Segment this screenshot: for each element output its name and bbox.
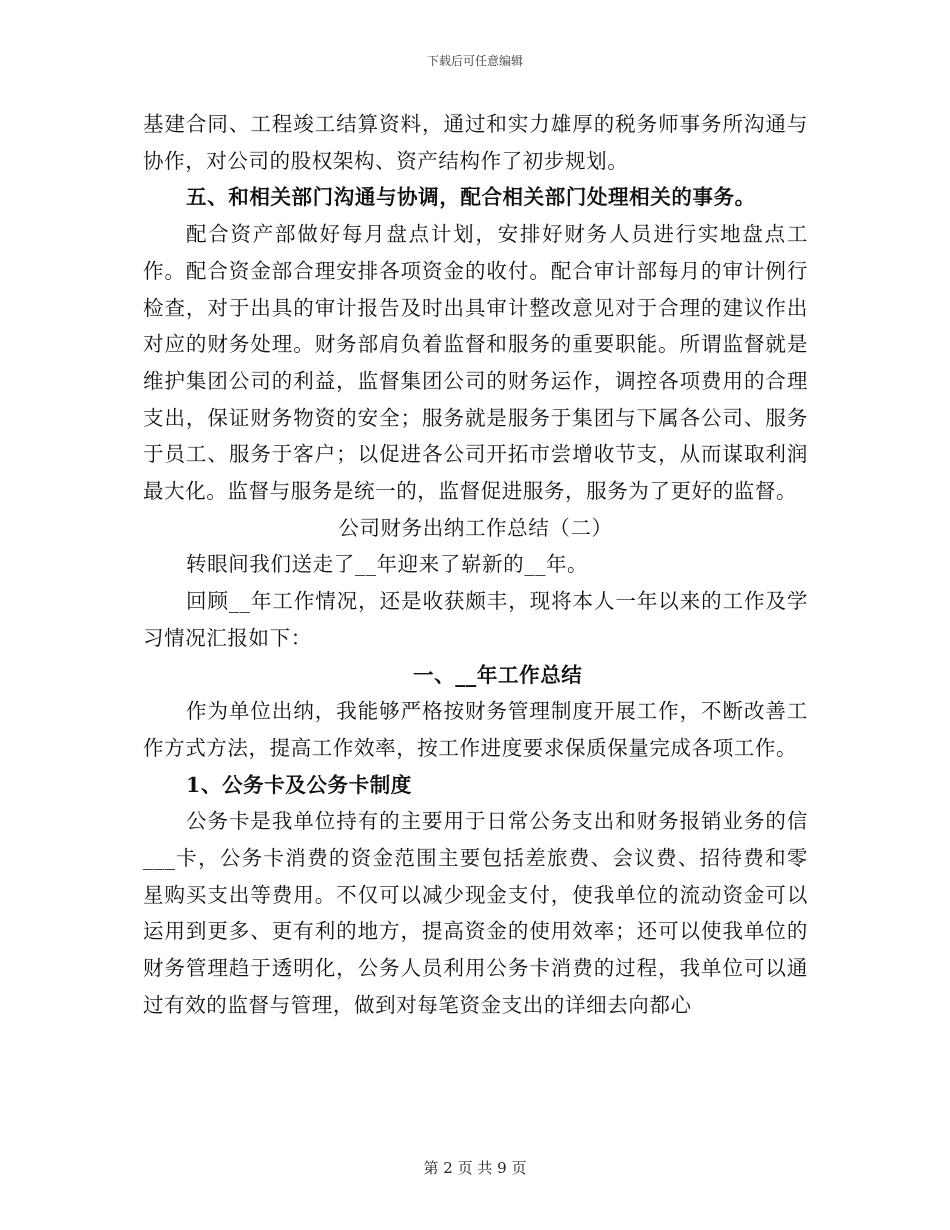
- document-body: [143, 106, 808, 1024]
- paragraph-official-card: 公务卡是我单位持有的主要用于日常公务支出和财务报销业务的信___卡，公务卡消费的资金范围主要包括差旅费、会议费、招待费和零星购买支出等费用。不仅可以减少现金支付，使我单位的流动资金可以运用到更多、更有利的地方，提高资金的使用效率；还可以使我单位的财务管理趋于透明化，公务人员利用公务卡消费的过程，我单位可以通过有效的监督与管理，做到对每笔资金支出的详细去向都心: [143, 809, 808, 1017]
- paragraph-coordination: 配合资产部做好每月盘点计划，安排好财务人员进行实地盘点工作。配合资金部合理安排各项资金的收付。配合审计部每月的审计例行检查，对于出具的审计报告及时出具审计整改意见对于合理的建议作出对应的财务处理。财务部肩负着监督和服务的重要职能。所谓监督就是维护集团公司的利益，监督集团公司的财务运作，调控各项费用的合理支出，保证财务物资的安全；服务就是服务于集团与下属各公司、服务于员工、服务于客户；以促进各公司开拓市尝增收节支，从而谋取利润最大化。监督与服务是统一的，监督促进服务，服务为了更好的监督。: [143, 222, 808, 504]
- paragraph-infrastructure: 基建合同、工程竣工结算资料，通过和实力雄厚的税务师事务所沟通与协作，对公司的股权架构、资产结构作了初步规划。: [143, 112, 808, 173]
- document-title: 公司财务出纳工作总结（二）: [338, 515, 613, 540]
- heading-official-card: 1、公务卡及公务卡制度: [186, 772, 412, 797]
- page-header: 下载后可任意编辑: [426, 54, 523, 68]
- paragraph-cashier-role: 作为单位出纳，我能够严格按财务管理制度开展工作，不断改善工作方式方法，提高工作效率，按工作进度要求保质保量完成各项工作。: [143, 699, 808, 760]
- paragraph-year-transition: 转眼间我们送走了__年迎来了崭新的__年。: [186, 552, 589, 577]
- page-footer: 第 2 页 共 9 页: [423, 1159, 527, 1177]
- paragraph-review-intro: 回顾__年工作情况，还是收获颇丰，现将本人一年以来的工作及学习情况汇报如下：: [143, 589, 808, 650]
- heading-section-five: 五、和相关部门沟通与协调，配合相关部门处理相关的事务。: [186, 185, 756, 210]
- heading-year-summary: 一、__年工作总结: [413, 662, 583, 687]
